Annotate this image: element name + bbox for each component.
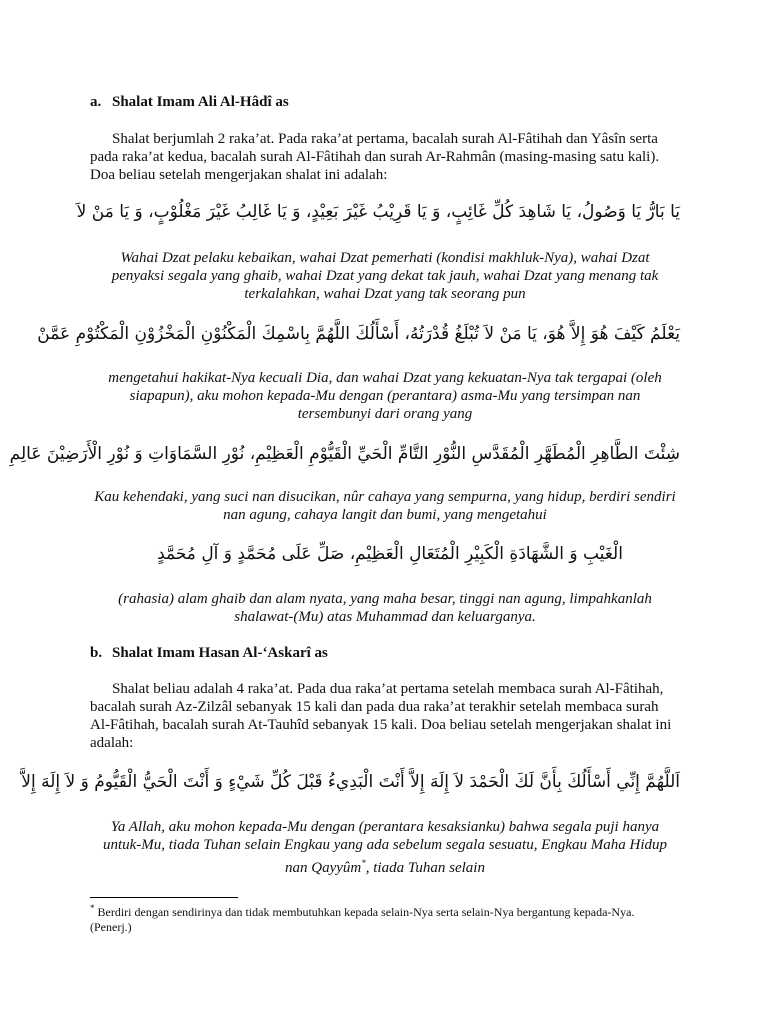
translation-line: shalawat-(Mu) atas Muhammad dan keluarganya. — [234, 609, 536, 625]
section-a-intro-line-1: Shalat berjumlah 2 raka’at. Pada raka’at pertama, bacalah surah Al-Fâtihah dan Yâsîn serta — [112, 131, 658, 147]
section-b-heading — [90, 645, 328, 662]
translation-line: mengetahui hakikat-Nya kecuali Dia, dan wahai Dzat yang kekuatan-Nya tak tergapai (oleh — [108, 370, 662, 386]
section-a-translation-1 — [90, 249, 680, 303]
section-a-heading — [90, 94, 289, 111]
translation-line: penyaksi segala yang ghaib, wahai Dzat yang dekat tak jauh, wahai Dzat yang menang tak — [111, 268, 659, 284]
footnote-line-1 — [90, 901, 680, 920]
footnote-divider — [90, 897, 238, 898]
section-a-arabic-3: شِئْتَ الطَّاهِرِ الْمُطَهَّرِ الْمُقَدَّسِ النُّوْرِ التَّامِّ الْحَيِّ الْقَيُّوْمِ الْعَظِيْمِ، نُوْرِ السَّمَاوَاتِ وَ نُوْرِ الْأَرَضِيْنَ عَالِمِ — [9, 444, 680, 464]
section-b-arabic-1: اَللَّهُمَّ إِنِّي أَسْأَلُكَ بِأَنَّ لَكَ الْحَمْدَ لاَ إِلَهَ إِلاَّ أَنْتَ الْبَدِيءُ قَبْلَ كُلِّ شَيْءٍ وَ أَنْتَ الْحَيُّ الْقَيُّومُ وَ لاَ إِلَهَ إِلاَّ — [21, 772, 680, 792]
section-a-arabic-1: يَا بَارُّ يَا وَصُولُ، يَا شَاهِدَ كُلِّ غَائِبٍ، وَ يَا قَرِيْبُ غَيْرَ بَعِيْدٍ، وَ يَا غَالِبُ غَيْرَ مَغْلُوْبٍ، وَ يَا مَنْ لاَ — [76, 202, 680, 222]
translation-line: terkalahkan, wahai Dzat yang tak seorang pun — [244, 286, 526, 302]
translation-text: nan Qayyûm — [285, 860, 362, 876]
section-b-translation-1 — [90, 818, 680, 877]
translation-line: Kau kehendaki, yang suci nan disucikan, nûr cahaya yang sempurna, yang hidup, berdiri sendiri — [94, 489, 676, 505]
section-b-intro-line-4: adalah: — [90, 735, 134, 751]
section-a-translation-3 — [90, 488, 680, 524]
footnote — [90, 901, 680, 935]
translation-line: tersembunyi dari orang yang — [297, 406, 473, 422]
section-b-title: Shalat Imam Hasan Al-‘Askarî as — [112, 645, 328, 661]
translation-line: (rahasia) alam ghaib dan alam nyata, yang maha besar, tinggi nan agung, limpahkanlah — [118, 591, 652, 607]
section-b-letter: b. — [90, 645, 103, 661]
section-a-intro — [90, 130, 680, 184]
footnote-line-2: (Penerj.) — [90, 920, 132, 934]
section-a-arabic-4: الْغَيْبِ وَ الشَّهَادَةِ الْكَبِيْرِ الْمُتَعَالِ الْعَظِيْمِ، صَلِّ عَلَى مُحَمَّدٍ وَ آلِ مُحَمَّدٍ — [157, 544, 623, 564]
section-a-arabic-2: يَعْلَمُ كَيْفَ هُوَ إِلاَّ هُوَ، يَا مَنْ لاَ تُبْلَغُ قُدْرَتُهُ، أَسْأَلُكَ اللَّهُمَّ بِاسْمِكَ الْمَكْنُوْنِ الْمَخْزُوْنِ الْمَكْتُوْمِ عَمَّنْ — [37, 324, 680, 344]
section-b-intro — [90, 680, 680, 752]
section-a-title: Shalat Imam Ali Al-Hâdî as — [112, 94, 289, 110]
translation-text: , tiada Tuhan selain — [365, 860, 485, 876]
section-a-letter: a. — [90, 94, 102, 110]
translation-line: untuk-Mu, tiada Tuhan selain Engkau yang ada sebelum segala sesuatu, Engkau Maha Hidup — [102, 837, 668, 853]
footnote-marker: * — [361, 858, 366, 868]
footnote-text: Berdiri dengan sendirinya dan tidak membutuhkan kepada selain-Nya serta selain-Nya bergantung kepada-Nya. — [94, 905, 635, 919]
section-b-intro-line-2: bacalah surah Az-Zilzâl sebanyak 15 kali dan pada dua raka’at terakhir setelah membaca surah — [90, 699, 659, 715]
section-b-intro-line-3: Al-Fâtihah, bacalah surah At-Tauhîd sebanyak 15 kali. Doa beliau setelah mengerjakan shalat ini — [90, 717, 672, 733]
section-a-intro-line-2: pada raka’at kedua, bacalah surah Al-Fâtihah dan surah Ar-Rahmân (masing-masing satu kali). — [90, 149, 660, 165]
footnote-mark: * — [90, 903, 95, 913]
translation-line: siapapun), aku mohon kepada-Mu dengan (perantara) asma-Mu yang tersimpan nan — [129, 388, 641, 404]
section-a-translation-4 — [90, 590, 680, 626]
translation-line: nan agung, cahaya langit dan bumi, yang mengetahui — [223, 507, 547, 523]
translation-line: Ya Allah, aku mohon kepada-Mu dengan (perantara kesaksianku) bahwa segala puji hanya — [110, 819, 660, 835]
translation-line: Wahai Dzat pelaku kebaikan, wahai Dzat pemerhati (kondisi makhluk-Nya), wahai Dzat — [120, 250, 650, 266]
section-b-intro-line-1: Shalat beliau adalah 4 raka’at. Pada dua raka’at pertama setelah membaca surah Al-Fâtihah, — [112, 681, 664, 697]
section-a-translation-2 — [90, 369, 680, 423]
section-a-intro-line-3: Doa beliau setelah mengerjakan shalat ini adalah: — [90, 167, 388, 183]
translation-line — [90, 854, 680, 877]
